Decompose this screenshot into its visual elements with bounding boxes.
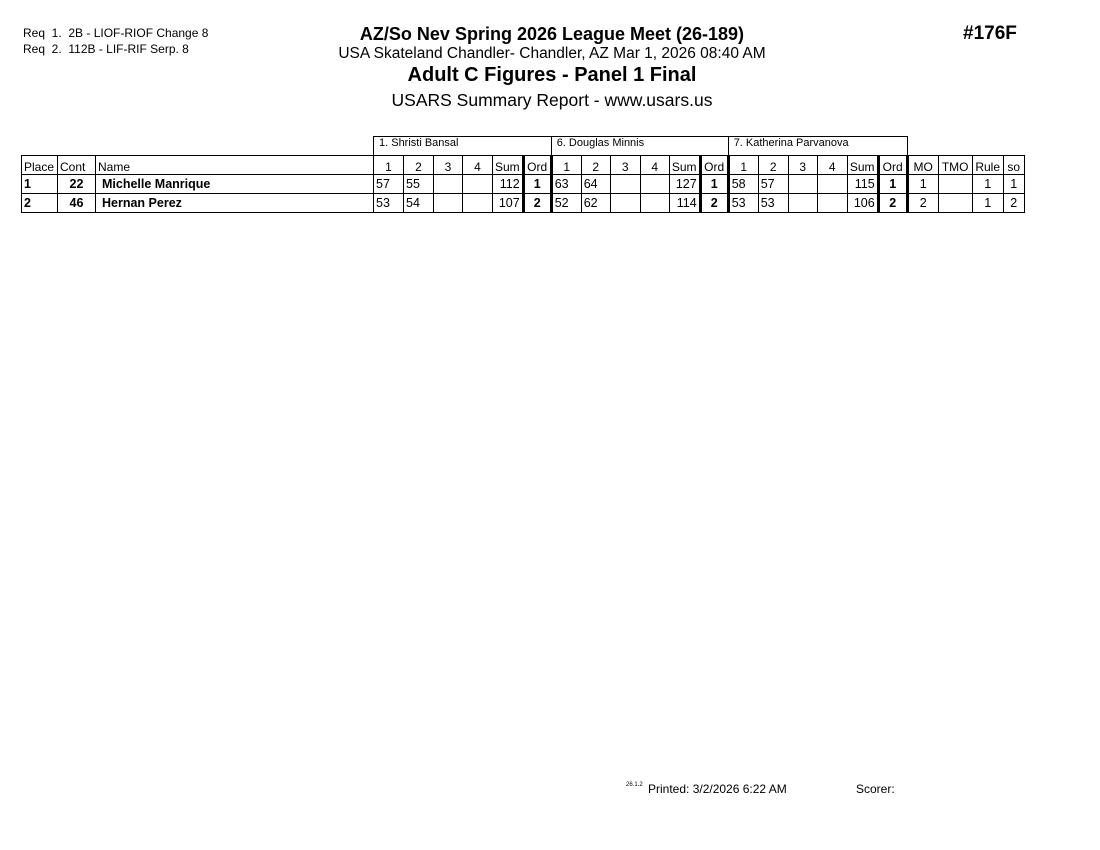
j2-col-sum: Sum xyxy=(669,156,700,175)
sum-cell: 106 xyxy=(847,194,878,213)
score-cell xyxy=(463,175,493,194)
results-table xyxy=(21,136,1025,213)
j1-col-sum: Sum xyxy=(493,156,524,175)
place-cell: 1 xyxy=(22,175,58,194)
judge-name-2: 6. Douglas Minnis xyxy=(551,137,728,156)
j1-col-ord: Ord xyxy=(523,156,551,175)
judge-header-row xyxy=(22,137,1025,156)
j3-col-sum: Sum xyxy=(847,156,878,175)
j3-col-4: 4 xyxy=(817,156,847,175)
name-header: Name xyxy=(96,156,374,175)
mo-cell: 1 xyxy=(907,175,938,194)
j1-col-4: 4 xyxy=(463,156,493,175)
tmo-cell xyxy=(938,175,972,194)
skater-name: Hernan Perez xyxy=(96,194,374,213)
score-cell: 58 xyxy=(728,175,758,194)
sum-cell: 127 xyxy=(669,175,700,194)
column-header-row xyxy=(22,156,1025,175)
scorer-label: Scorer: xyxy=(856,782,895,796)
score-cell: 63 xyxy=(551,175,581,194)
ord-cell: 2 xyxy=(523,194,551,213)
version-label: 26.1.2 xyxy=(626,782,643,788)
event-title: Adult C Figures - Panel 1 Final xyxy=(407,64,697,86)
requirement-2: Req 2. 112B - LIF-RIF Serp. 8 xyxy=(23,42,189,56)
score-cell xyxy=(640,194,669,213)
score-cell xyxy=(640,175,669,194)
j2-col-ord: Ord xyxy=(700,156,728,175)
rule-cell: 1 xyxy=(972,175,1003,194)
sum-cell: 107 xyxy=(493,194,524,213)
j2-col-2: 2 xyxy=(581,156,610,175)
event-number: #176F xyxy=(963,23,1017,44)
score-cell xyxy=(610,194,640,213)
tmo-cell xyxy=(938,194,972,213)
judge-name-3: 7. Katherina Parvanova xyxy=(728,137,907,156)
j3-col-1: 1 xyxy=(728,156,758,175)
cont-cell: 22 xyxy=(58,175,96,194)
requirement-1: Req 1. 2B - LIOF-RIOF Change 8 xyxy=(23,26,209,40)
j1-col-1: 1 xyxy=(374,156,404,175)
mo-header: MO xyxy=(907,156,938,175)
sum-cell: 114 xyxy=(669,194,700,213)
j2-col-3: 3 xyxy=(610,156,640,175)
ord-cell: 1 xyxy=(878,175,907,194)
ord-cell: 1 xyxy=(523,175,551,194)
sum-cell: 115 xyxy=(847,175,878,194)
j3-col-2: 2 xyxy=(758,156,788,175)
table-row xyxy=(22,194,1025,213)
rule-cell: 1 xyxy=(972,194,1003,213)
skater-name: Michelle Manrique xyxy=(96,175,374,194)
place-header: Place xyxy=(22,156,58,175)
place-cell: 2 xyxy=(22,194,58,213)
sum-cell: 112 xyxy=(493,175,524,194)
j3-col-ord: Ord xyxy=(878,156,907,175)
score-cell: 55 xyxy=(404,175,434,194)
score-cell xyxy=(463,194,493,213)
score-cell xyxy=(817,175,847,194)
j2-col-1: 1 xyxy=(551,156,581,175)
score-cell xyxy=(788,175,817,194)
score-cell: 57 xyxy=(374,175,404,194)
score-cell: 53 xyxy=(374,194,404,213)
score-cell: 57 xyxy=(758,175,788,194)
ord-cell: 1 xyxy=(700,175,728,194)
score-cell: 64 xyxy=(581,175,610,194)
j3-col-3: 3 xyxy=(788,156,817,175)
ord-cell: 2 xyxy=(878,194,907,213)
score-cell: 53 xyxy=(758,194,788,213)
j1-col-3: 3 xyxy=(434,156,463,175)
rule-header: Rule xyxy=(972,156,1003,175)
score-cell xyxy=(434,175,463,194)
score-cell xyxy=(788,194,817,213)
tmo-header: TMO xyxy=(938,156,972,175)
ord-cell: 2 xyxy=(700,194,728,213)
score-cell xyxy=(817,194,847,213)
mo-cell: 2 xyxy=(907,194,938,213)
meet-title: AZ/So Nev Spring 2026 League Meet (26-189) xyxy=(359,24,745,44)
score-cell: 52 xyxy=(551,194,581,213)
so-cell: 2 xyxy=(1003,194,1024,213)
score-cell: 62 xyxy=(581,194,610,213)
so-header: so xyxy=(1003,156,1024,175)
printed-timestamp: Printed: 3/2/2026 6:22 AM xyxy=(648,782,787,796)
so-cell: 1 xyxy=(1003,175,1024,194)
judge-name-1: 1. Shristi Bansal xyxy=(374,137,552,156)
report-title: USARS Summary Report - www.usars.us xyxy=(391,90,713,110)
table-row xyxy=(22,175,1025,194)
score-cell xyxy=(434,194,463,213)
score-cell: 54 xyxy=(404,194,434,213)
j1-col-2: 2 xyxy=(404,156,434,175)
score-cell xyxy=(610,175,640,194)
cont-cell: 46 xyxy=(58,194,96,213)
venue-line: USA Skateland Chandler- Chandler, AZ Mar 1, 2026 08:40 AM xyxy=(338,45,766,62)
j2-col-4: 4 xyxy=(640,156,669,175)
cont-header: Cont xyxy=(58,156,96,175)
score-cell: 53 xyxy=(728,194,758,213)
